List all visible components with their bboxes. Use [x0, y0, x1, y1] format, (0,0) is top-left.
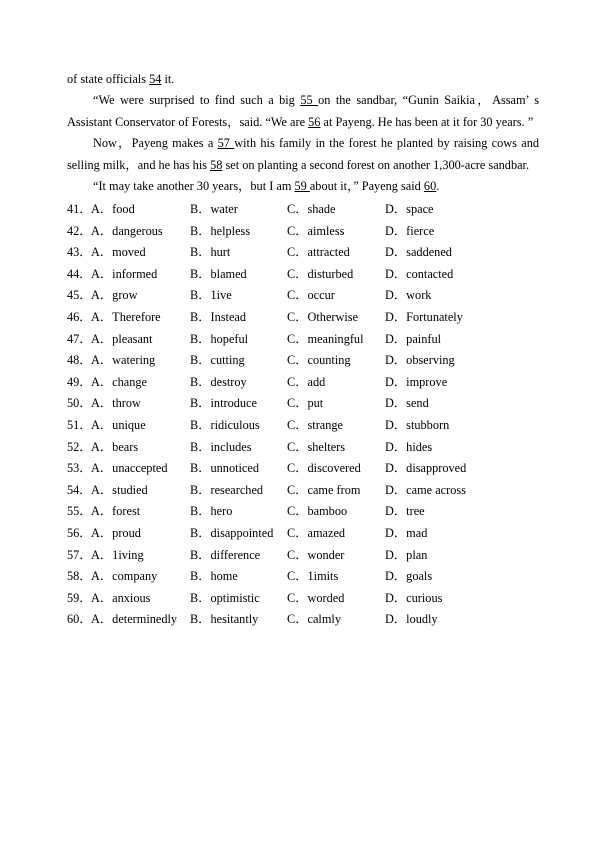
option-b: B．hopeful — [190, 331, 249, 346]
option-c: C．Otherwise — [287, 309, 359, 324]
question-number: 49． — [67, 374, 92, 389]
question-row — [67, 458, 539, 480]
option-a: A．proud — [91, 525, 141, 540]
passage-text: on the sandbar, “Gunin Saikia，Assam’ s Assistant Conservator of Forests，said. “We are — [67, 93, 539, 129]
option-a: A．food — [91, 202, 135, 216]
option-d: D．stubborn — [385, 417, 450, 432]
option-a: A．bears — [91, 439, 139, 454]
option-b: B．hero — [190, 504, 233, 519]
option-b: B．blamed — [190, 266, 247, 281]
option-b: B．optimistic — [190, 590, 260, 605]
question-number: 55． — [67, 504, 92, 519]
question-row — [67, 609, 539, 631]
option-b: B．1ive — [190, 288, 232, 303]
option-d: D．curious — [385, 590, 443, 605]
option-a: A．pleasant — [91, 331, 153, 346]
option-c: C．shade — [287, 202, 336, 216]
blank-60: 60 — [423, 179, 437, 193]
option-c: C．meaningful — [287, 331, 364, 346]
option-c: C．counting — [287, 353, 351, 368]
option-d: D．fierce — [385, 223, 435, 238]
option-a: A．moved — [91, 245, 146, 260]
blank-55: 55 — [300, 93, 319, 107]
option-b: B．ridiculous — [190, 417, 260, 432]
option-c: C．worded — [287, 590, 345, 605]
option-d: D．mad — [385, 525, 428, 540]
blank-58: 58 — [210, 157, 223, 172]
blank-56: 56 — [308, 114, 321, 129]
question-row — [67, 264, 539, 286]
passage-paragraph-4 — [67, 176, 539, 198]
option-a: A．change — [91, 374, 147, 389]
option-c: C．wonder — [287, 547, 345, 562]
question-number: 60． — [67, 612, 92, 627]
options-list — [67, 199, 539, 631]
option-d: D．goals — [385, 569, 433, 584]
option-c: C．bamboo — [287, 504, 348, 519]
option-b: B．researched — [190, 482, 264, 497]
question-number: 59． — [67, 590, 92, 605]
question-number: 51． — [67, 417, 92, 432]
option-c: C．add — [287, 374, 326, 389]
option-b: B．hurt — [190, 245, 231, 260]
question-row — [67, 221, 539, 243]
option-d: D．improve — [385, 374, 448, 389]
option-b: B．water — [190, 202, 238, 216]
option-a: A．watering — [91, 353, 156, 368]
passage-text: with his family in the forest he planted by raising cows and selling milk，and he has his — [67, 136, 539, 172]
option-a: A．unique — [91, 417, 146, 432]
question-number: 41． — [67, 202, 92, 216]
question-number: 56． — [67, 525, 92, 540]
question-number: 52． — [67, 439, 92, 454]
question-number: 57． — [67, 547, 92, 562]
passage-paragraph-2 — [67, 90, 539, 133]
question-number: 47． — [67, 331, 92, 346]
passage-text: “We were surprised to find such a big — [93, 93, 301, 107]
option-b: B．destroy — [190, 374, 247, 389]
option-c: C．put — [287, 396, 324, 411]
question-row — [67, 329, 539, 351]
option-d: D．came across — [385, 482, 466, 497]
option-d: D．tree — [385, 504, 425, 519]
option-a: A．informed — [91, 266, 158, 281]
blank-54: 54 — [149, 72, 162, 86]
question-row — [67, 566, 539, 588]
question-number: 42． — [67, 223, 92, 238]
option-d: D．contacted — [385, 266, 454, 281]
option-a: A．dangerous — [91, 223, 163, 238]
option-c: C．occur — [287, 288, 335, 303]
question-number: 48． — [67, 353, 92, 368]
question-row — [67, 523, 539, 545]
option-a: A．studied — [91, 482, 148, 497]
question-row — [67, 545, 539, 567]
option-a: A．company — [91, 569, 158, 584]
option-b: B．disappointed — [190, 525, 274, 540]
question-number: 50． — [67, 396, 92, 411]
option-c: C．1imits — [287, 569, 339, 584]
option-c: C．strange — [287, 417, 344, 432]
passage-text: at Payeng. He has been at it for 30 years. ” — [320, 114, 534, 129]
option-b: B．Instead — [190, 309, 247, 324]
option-a: A．anxious — [91, 590, 151, 605]
option-d: D．saddened — [385, 245, 452, 260]
option-a: A．Therefore — [91, 309, 161, 324]
blank-57: 57 — [217, 136, 235, 150]
option-a: A．unaccepted — [91, 461, 168, 476]
option-d: D．plan — [385, 547, 428, 562]
passage-paragraph-3 — [67, 133, 539, 176]
passage-paragraph-1 — [67, 69, 539, 91]
option-b: B．hesitantly — [190, 612, 259, 627]
passage-text: “It may take another 30 years，but I am — [93, 179, 295, 193]
option-d: D．observing — [385, 353, 455, 368]
option-d: D．disapproved — [385, 461, 467, 476]
option-a: A．1iving — [91, 547, 144, 562]
passage-text: it. — [161, 72, 175, 86]
option-d: D．space — [385, 202, 434, 216]
option-b: B．includes — [190, 439, 252, 454]
option-b: B．helpless — [190, 223, 251, 238]
question-row — [67, 242, 539, 264]
question-row — [67, 415, 539, 437]
option-c: C．came from — [287, 482, 361, 497]
option-d: D．work — [385, 288, 432, 303]
question-number: 53． — [67, 461, 92, 476]
option-b: B．unnoticed — [190, 461, 259, 476]
question-row — [67, 372, 539, 394]
question-number: 43． — [67, 245, 92, 260]
option-d: D．Fortunately — [385, 309, 463, 324]
option-b: B．difference — [190, 547, 261, 562]
question-row — [67, 501, 539, 523]
question-row — [67, 199, 539, 221]
option-d: D．loudly — [385, 612, 438, 627]
question-number: 46． — [67, 309, 92, 324]
option-b: B．home — [190, 569, 238, 584]
question-row — [67, 437, 539, 459]
question-row — [67, 307, 539, 329]
question-number: 58． — [67, 569, 92, 584]
passage-text: about it，” Payeng said — [309, 179, 424, 193]
passage-text: set on planting a second forest on another 1,300-acre sandbar. — [222, 157, 530, 172]
option-b: B．introduce — [190, 396, 257, 411]
question-row — [67, 285, 539, 307]
option-c: C．attracted — [287, 245, 350, 260]
option-a: A．grow — [91, 288, 138, 303]
option-b: B．cutting — [190, 353, 245, 368]
blank-59: 59 — [294, 179, 310, 193]
option-d: D．painful — [385, 331, 442, 346]
option-c: C．discovered — [287, 461, 361, 476]
question-row — [67, 393, 539, 415]
question-number: 45． — [67, 288, 92, 303]
option-d: D．send — [385, 396, 429, 411]
question-row — [67, 588, 539, 610]
question-number: 54． — [67, 482, 92, 497]
option-a: A．forest — [91, 504, 141, 519]
option-c: C．shelters — [287, 439, 346, 454]
question-number: 44． — [67, 266, 92, 281]
option-c: C．disturbed — [287, 266, 354, 281]
passage-text: of state officials — [67, 72, 150, 86]
option-a: A．determinedly — [91, 612, 178, 627]
option-a: A．throw — [91, 396, 141, 411]
option-c: C．calmly — [287, 612, 341, 627]
question-row — [67, 480, 539, 502]
option-c: C．amazed — [287, 525, 346, 540]
passage-text: . — [436, 179, 440, 193]
option-c: C．aimless — [287, 223, 345, 238]
question-row — [67, 350, 539, 372]
passage-text: Now，Payeng makes a — [93, 136, 218, 150]
option-d: D．hides — [385, 439, 433, 454]
